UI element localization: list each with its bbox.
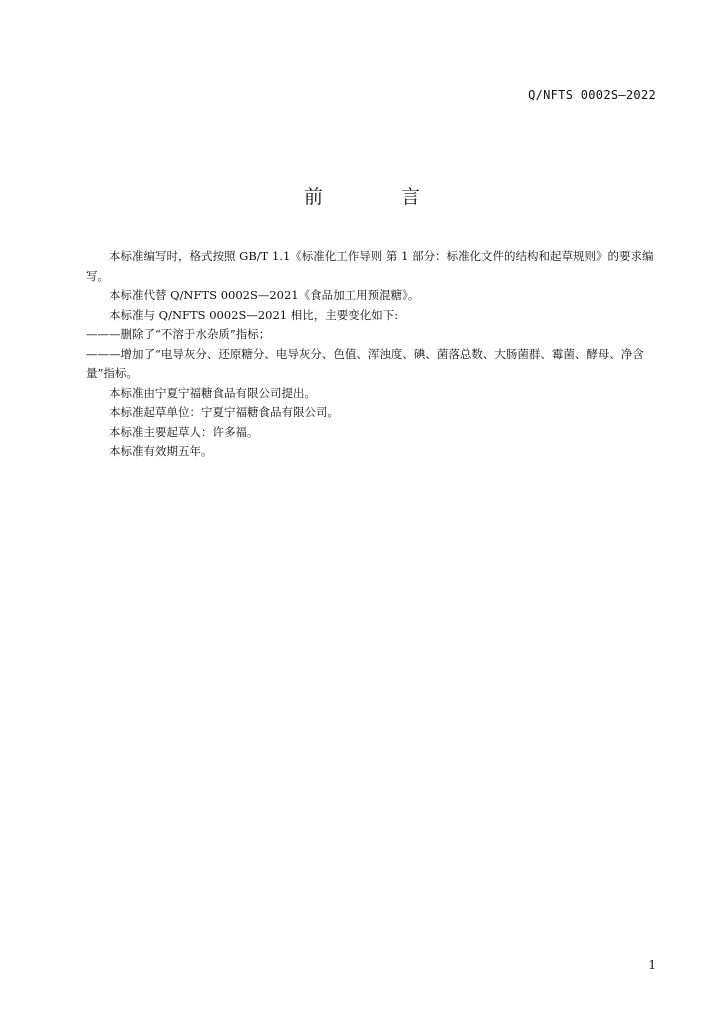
page-title: 前 言 xyxy=(303,186,457,208)
page-number: 1 xyxy=(648,958,656,972)
change-item-removed: ———删除了“不溶于水杂质”指标； xyxy=(86,327,271,341)
paragraph-proposed-by: 本标准由宁夏宁福糖食品有限公司提出。 xyxy=(109,385,316,400)
paragraph-validity: 本标准有效期五年。 xyxy=(109,444,213,458)
paragraph-format-basis: 本标准编写时，格式按照 GB/T 1.1《标准化工作导则 第 1 部分：标准化文件的结构和起草规则》的要求编写。 xyxy=(86,249,654,283)
paragraph-main-drafter: 本标准主要起草人：许多福。 xyxy=(109,424,259,439)
foreword-body xyxy=(86,247,670,462)
paragraph-replaces: 本标准代替 Q/NFTS 0002S—2021《食品加工用预混糖》。 xyxy=(109,288,420,302)
standard-code: Q/NFTS 0002S—2022 xyxy=(528,88,656,102)
change-item-added: ———增加了“电导灰分、还原糖分、电导灰分、色值、浑浊度、碘、菌落总数、大肠菌群、霉菌、酵母、净含量”指标。 xyxy=(86,346,644,380)
paragraph-changes-intro: 本标准与 Q/NFTS 0002S—2021 相比，主要变化如下: xyxy=(109,307,399,322)
paragraph-drafting-unit: 本标准起草单位：宁夏宁福糖食品有限公司。 xyxy=(109,405,339,419)
